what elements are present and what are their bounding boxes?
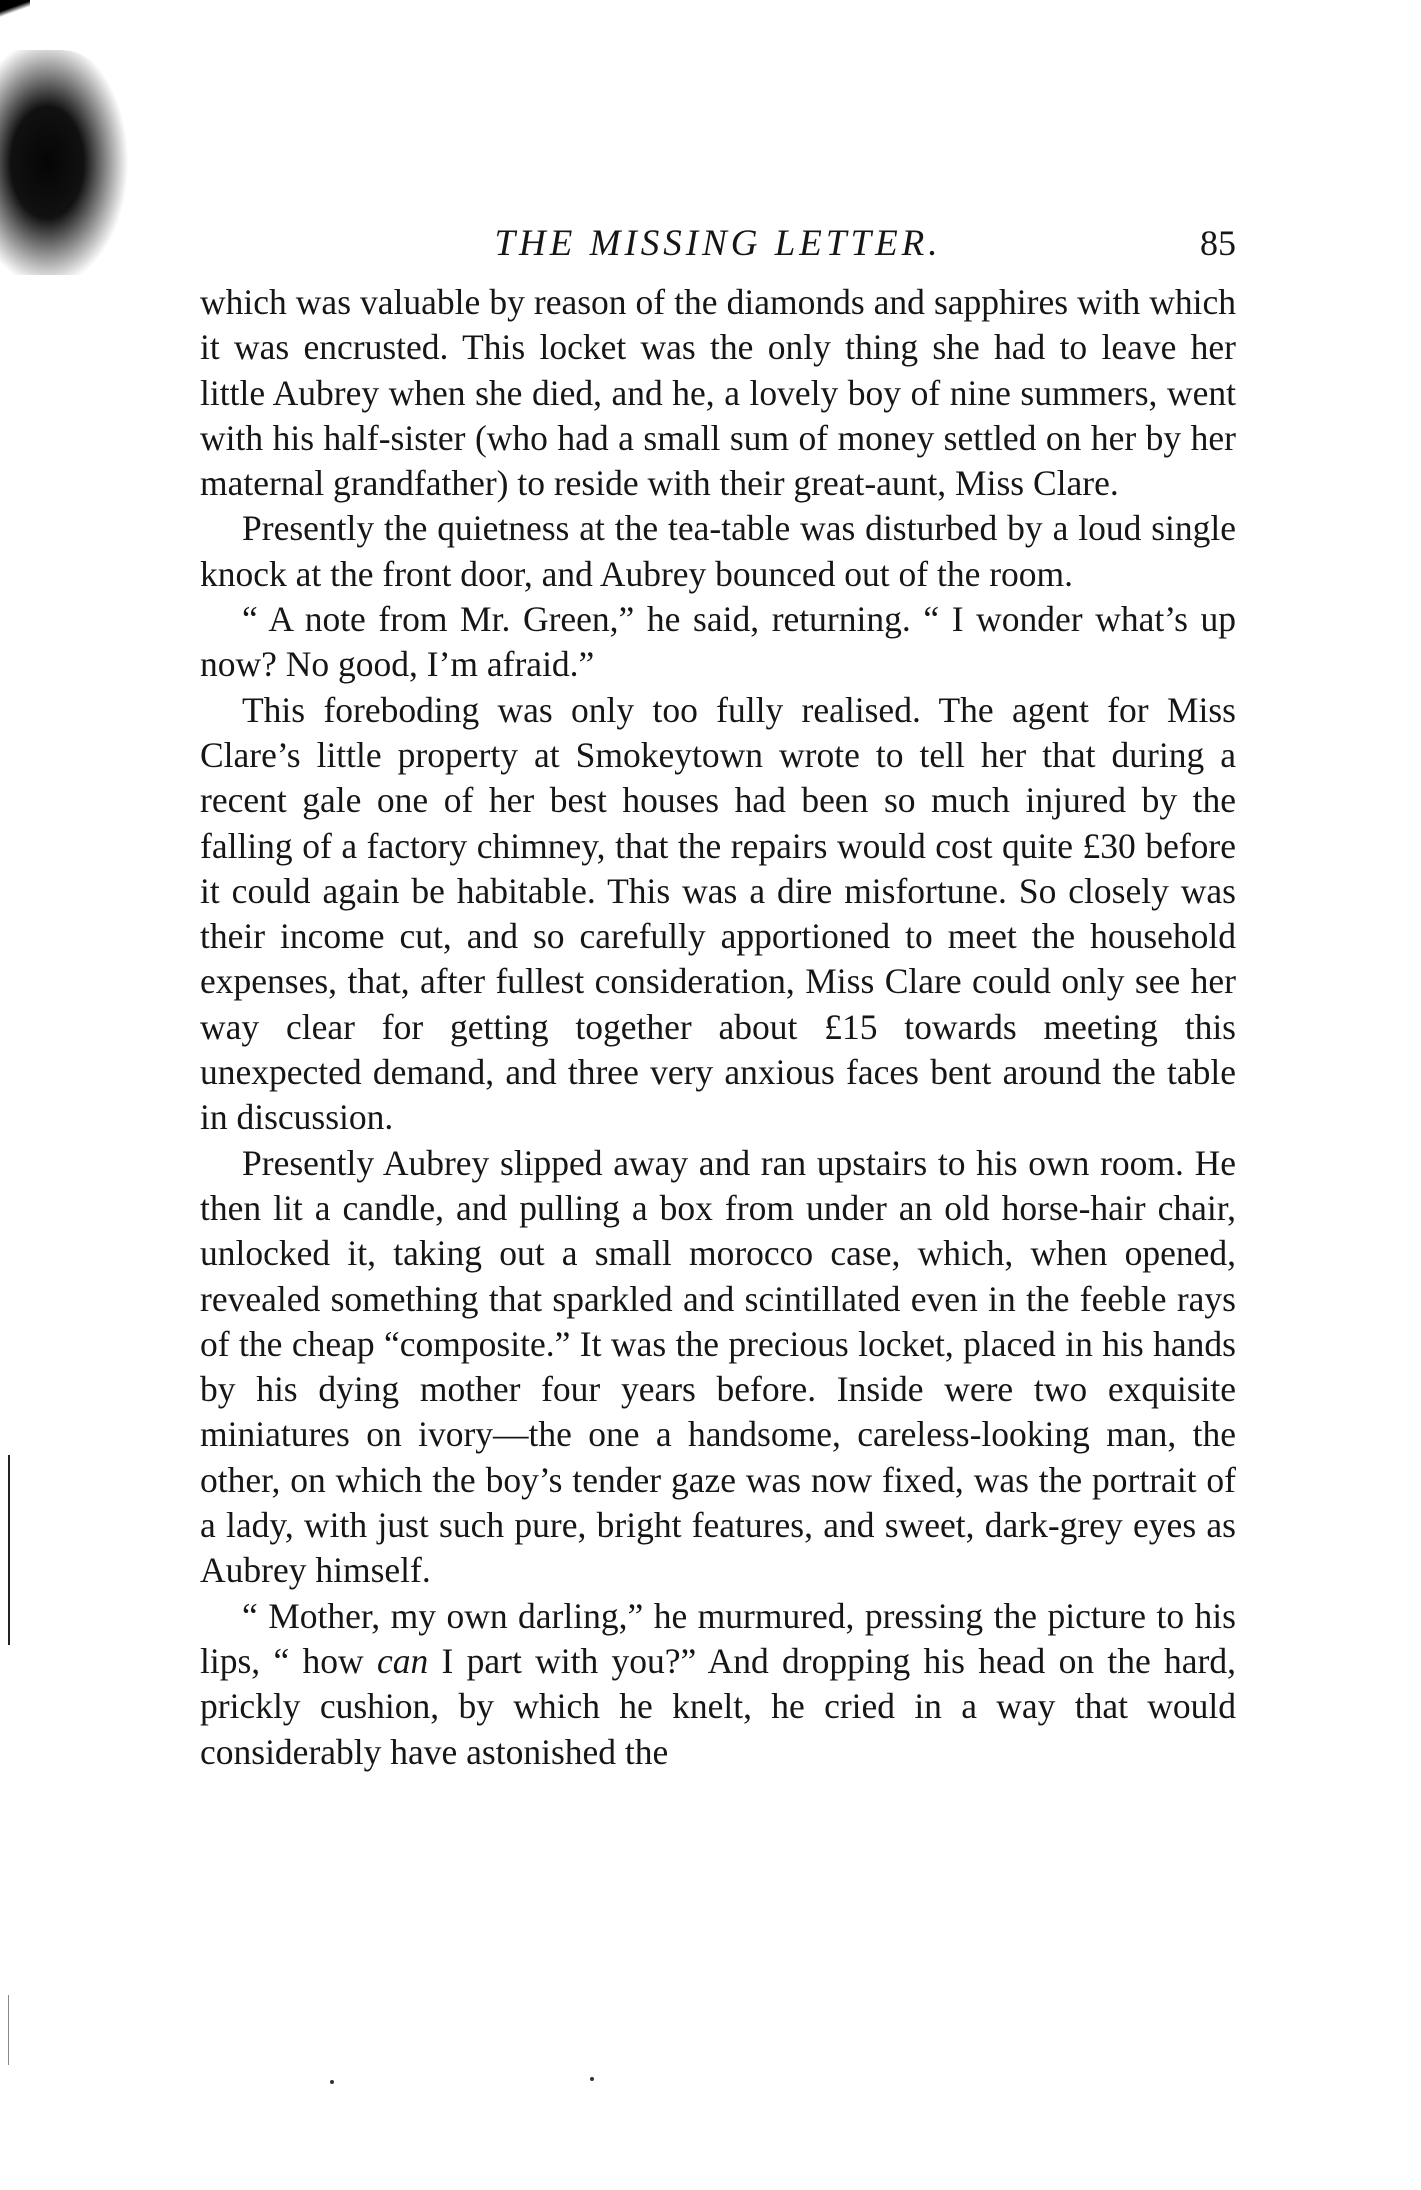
paragraph-6-emphasis: can	[376, 1640, 429, 1681]
paragraph-5: Presently Aubrey slipped away and ran upstairs to his own room. He then lit a candle, and pulling a box from under an old horse-hair chair, unlocked it, taking out a small morocco case, which, when opened, revealed something that sparkled and scintillated even in the feeble rays of the cheap “composite.” It was the precious locket, placed in his hands by his dying mother four years before. Inside were two exquisite miniatures on ivory—the one a handsome, careless-looking man, the other, on which the boy’s tender gaze was now fixed, was the portrait of a lady, with just such pure, bright features, and sweet, dark-grey eyes as Aubrey himself.	[200, 1142, 1236, 1591]
page-number: 85	[1200, 223, 1236, 263]
paragraph-6-end: I part with you?” And dropping his head on the hard, prickly cushion, by which he knelt, he cried in a way that would considerably have astonished the	[200, 1640, 1236, 1772]
scan-corner-mark	[0, 0, 30, 18]
paragraph-6	[200, 1594, 1236, 1775]
scan-speck	[590, 2077, 594, 2081]
paragraph-4: This foreboding was only too fully realised. The agent for Miss Clare’s little property at Smokeytown wrote to tell her that during a recent gale one of her best houses had been so much injured by the falling of a factory chimney, that the repairs would cost quite £30 before it could again be habitable. This was a dire misfortune. So closely was their income cut, and so carefully apportioned to meet the household expenses, that, after fullest consideration, Miss Clare could only see her way clear for getting together about £15 towards meeting this unexpected demand, and three very anxious faces bent around the table in discussion.	[200, 689, 1236, 1138]
paragraph-2: Presently the quietness at the tea-table was disturbed by a loud single knock at the front door, and Aubrey bounced out of the room.	[200, 508, 1236, 594]
running-title: THE MISSING LETTER.	[494, 223, 942, 264]
scan-speck	[330, 2080, 334, 2084]
binding-shadow	[0, 50, 135, 275]
paragraph-3: “ A note from Mr. Green,” he said, returning. “ I wonder what’s up now? No good, I’m afraid.”	[200, 599, 1236, 685]
page-header	[200, 210, 1236, 270]
body-text	[200, 280, 1236, 1775]
margin-line	[8, 1455, 10, 1645]
paragraph-6-start: “ Mother, my own darling,” he murmured, pressing the picture to his lips, “ how	[200, 1595, 1236, 1681]
paragraph-1: which was valuable by reason of the diamonds and sapphires with which it was encrusted. This locket was the only thing she had to leave her little Aubrey when she died, and he, a lovely boy of nine summers, went with his half-sister (who had a small sum of money settled on her by her maternal grandfather) to reside with their great-aunt, Miss Clare.	[200, 282, 1236, 504]
margin-line	[8, 1995, 9, 2065]
